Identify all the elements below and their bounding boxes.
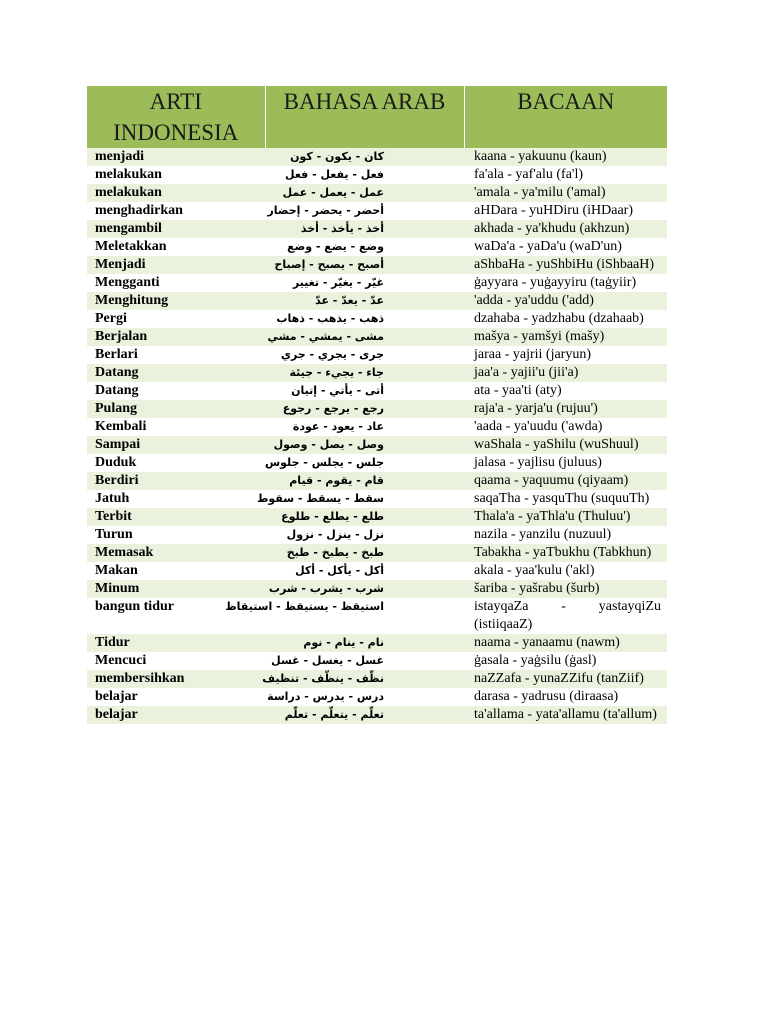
cell-arabic: رجع - يرجع - رجوع [265, 400, 464, 418]
table-row [87, 436, 667, 454]
cell-indonesia: melakukan [87, 166, 265, 184]
cell-indonesia: bangun tidur [87, 598, 265, 634]
cell-arabic: غيّر - يغيّر - تغيير [265, 274, 464, 292]
cell-arabic: أكل - يأكل - أكل [265, 562, 464, 580]
table-row [87, 202, 667, 220]
cell-indonesia: mengambil [87, 220, 265, 238]
cell-arabic: جلس - يجلس - جلوس [265, 454, 464, 472]
table-row [87, 346, 667, 364]
cell-bacaan: istayqaZa - yastayqiZu (istiiqaaZ) [464, 598, 667, 634]
cell-bacaan: nazila - yanzilu (nuzuul) [464, 526, 667, 544]
table-row [87, 490, 667, 508]
vocabulary-table [87, 86, 667, 724]
cell-indonesia: Berlari [87, 346, 265, 364]
cell-arabic: ذهب - يذهب - ذهاب [265, 310, 464, 328]
table-row [87, 292, 667, 310]
cell-bacaan: fa'ala - yaf'alu (fa'l) [464, 166, 667, 184]
table-row [87, 274, 667, 292]
cell-arabic: وضع - يضع - وضع [265, 238, 464, 256]
cell-bacaan: waDa'a - yaDa'u (waD'un) [464, 238, 667, 256]
table-row [87, 166, 667, 184]
cell-bacaan: akhada - ya'khudu (akhzun) [464, 220, 667, 238]
cell-arabic: أتى - يأتي - إتيان [265, 382, 464, 400]
cell-arabic: عدّ - يعدّ - عدّ [265, 292, 464, 310]
cell-indonesia: Makan [87, 562, 265, 580]
cell-arabic: شرب - يشرب - شرب [265, 580, 464, 598]
cell-bacaan: mašya - yamšyi (mašy) [464, 328, 667, 346]
cell-bacaan: aHDara - yuHDiru (iHDaar) [464, 202, 667, 220]
cell-bacaan: dzahaba - yadzhabu (dzahaab) [464, 310, 667, 328]
table-row [87, 670, 667, 688]
table-row [87, 652, 667, 670]
cell-arabic: غسل - يغسل - غسل [265, 652, 464, 670]
cell-arabic: أحضر - يحضر - إحضار [265, 202, 464, 220]
cell-indonesia: Pergi [87, 310, 265, 328]
table-row [87, 562, 667, 580]
cell-indonesia: Turun [87, 526, 265, 544]
table-body [87, 148, 667, 724]
cell-arabic: سقط - يسقط - سقوط [265, 490, 464, 508]
cell-bacaan: darasa - yadrusu (diraasa) [464, 688, 667, 706]
table-row [87, 508, 667, 526]
table-row [87, 634, 667, 652]
cell-arabic: مشى - يمشي - مشي [265, 328, 464, 346]
cell-indonesia: Kembali [87, 418, 265, 436]
table-row [87, 688, 667, 706]
table-row [87, 454, 667, 472]
cell-indonesia: Menjadi [87, 256, 265, 274]
cell-bacaan: ata - yaa'ti (aty) [464, 382, 667, 400]
cell-indonesia: membersihkan [87, 670, 265, 688]
cell-indonesia: Duduk [87, 454, 265, 472]
cell-indonesia: Tidur [87, 634, 265, 652]
cell-indonesia: Minum [87, 580, 265, 598]
cell-indonesia: Pulang [87, 400, 265, 418]
table-row [87, 400, 667, 418]
cell-arabic: طبخ - يطبخ - طبخ [265, 544, 464, 562]
cell-bacaan: šariba - yašrabu (šurb) [464, 580, 667, 598]
cell-indonesia: Mencuci [87, 652, 265, 670]
table-row [87, 238, 667, 256]
cell-arabic: طلع - يطلع - طلوع [265, 508, 464, 526]
header-arti-indonesia: ARTI INDONESIA [87, 86, 265, 148]
cell-indonesia: Berdiri [87, 472, 265, 490]
cell-arabic: درس - يدرس - دراسة [265, 688, 464, 706]
cell-bacaan: 'adda - ya'uddu ('add) [464, 292, 667, 310]
cell-indonesia: Datang [87, 382, 265, 400]
cell-bacaan: naama - yanaamu (nawm) [464, 634, 667, 652]
cell-arabic: أخذ - يأخذ - أخذ [265, 220, 464, 238]
table-row [87, 544, 667, 562]
cell-arabic: أصبح - يصبح - إصباح [265, 256, 464, 274]
cell-indonesia: Datang [87, 364, 265, 382]
cell-indonesia: melakukan [87, 184, 265, 202]
cell-indonesia: menjadi [87, 148, 265, 166]
table-row [87, 220, 667, 238]
cell-indonesia: belajar [87, 706, 265, 724]
cell-bacaan: akala - yaa'kulu ('akl) [464, 562, 667, 580]
cell-bacaan: ġayyara - yuġayyiru (taġyiir) [464, 274, 667, 292]
cell-indonesia: belajar [87, 688, 265, 706]
table-row [87, 580, 667, 598]
cell-indonesia: Menghitung [87, 292, 265, 310]
cell-indonesia: Sampai [87, 436, 265, 454]
cell-bacaan: naZZafa - yunaZZifu (tanZiif) [464, 670, 667, 688]
cell-bacaan: qaama - yaquumu (qiyaam) [464, 472, 667, 490]
table-header-row [87, 86, 667, 148]
table-row [87, 418, 667, 436]
table-row [87, 184, 667, 202]
cell-bacaan: jaraa - yajrii (jaryun) [464, 346, 667, 364]
cell-indonesia: Terbit [87, 508, 265, 526]
cell-bacaan: jaa'a - yajii'u (jii'a) [464, 364, 667, 382]
cell-arabic: نام - ينام - نوم [265, 634, 464, 652]
cell-bacaan: Tabakha - yaTbukhu (Tabkhun) [464, 544, 667, 562]
cell-arabic: عاد - يعود - عودة [265, 418, 464, 436]
cell-bacaan: 'amala - ya'milu ('amal) [464, 184, 667, 202]
cell-bacaan: waShala - yaShilu (wuShuul) [464, 436, 667, 454]
cell-arabic: فعل - يفعل - فعل [265, 166, 464, 184]
cell-arabic: جرى - يجري - جري [265, 346, 464, 364]
cell-bacaan: ta'allama - yata'allamu (ta'allum) [464, 706, 667, 724]
cell-indonesia: Berjalan [87, 328, 265, 346]
cell-arabic: نزل - ينزل - نزول [265, 526, 464, 544]
cell-arabic: نظّف - ينظّف - تنظيف [265, 670, 464, 688]
table-row [87, 472, 667, 490]
table-row [87, 598, 667, 634]
table-row [87, 148, 667, 166]
cell-bacaan: 'aada - ya'uudu ('awda) [464, 418, 667, 436]
table-row [87, 310, 667, 328]
table-row [87, 526, 667, 544]
cell-arabic: قام - يقوم - قيام [265, 472, 464, 490]
header-bahasa-arab: BAHASA ARAB [265, 86, 464, 148]
table-row [87, 328, 667, 346]
cell-indonesia: Meletakkan [87, 238, 265, 256]
header-bacaan: BACAAN [464, 86, 667, 148]
cell-arabic: جاء - يجيء - جيئة [265, 364, 464, 382]
cell-bacaan: jalasa - yajlisu (juluus) [464, 454, 667, 472]
cell-bacaan: raja'a - yarja'u (rujuu') [464, 400, 667, 418]
cell-bacaan: ġasala - yaġsilu (ġasl) [464, 652, 667, 670]
cell-arabic: وصل - يصل - وصول [265, 436, 464, 454]
cell-arabic: كان - يكون - كون [265, 148, 464, 166]
cell-bacaan: aShbaHa - yuShbiHu (iShbaaH) [464, 256, 667, 274]
cell-arabic: تعلّم - يتعلّم - تعلّم [265, 706, 464, 724]
cell-arabic: استيقظ - يستيقظ - استيقاظ [265, 598, 464, 634]
table-row [87, 706, 667, 724]
cell-indonesia: menghadirkan [87, 202, 265, 220]
cell-indonesia: Jatuh [87, 490, 265, 508]
cell-bacaan: saqaTha - yasquThu (suquuTh) [464, 490, 667, 508]
cell-bacaan: Thala'a - yaThla'u (Thuluu') [464, 508, 667, 526]
table-row [87, 256, 667, 274]
cell-indonesia: Mengganti [87, 274, 265, 292]
cell-arabic: عمل - يعمل - عمل [265, 184, 464, 202]
cell-bacaan: kaana - yakuunu (kaun) [464, 148, 667, 166]
table-row [87, 364, 667, 382]
cell-indonesia: Memasak [87, 544, 265, 562]
table-row [87, 382, 667, 400]
